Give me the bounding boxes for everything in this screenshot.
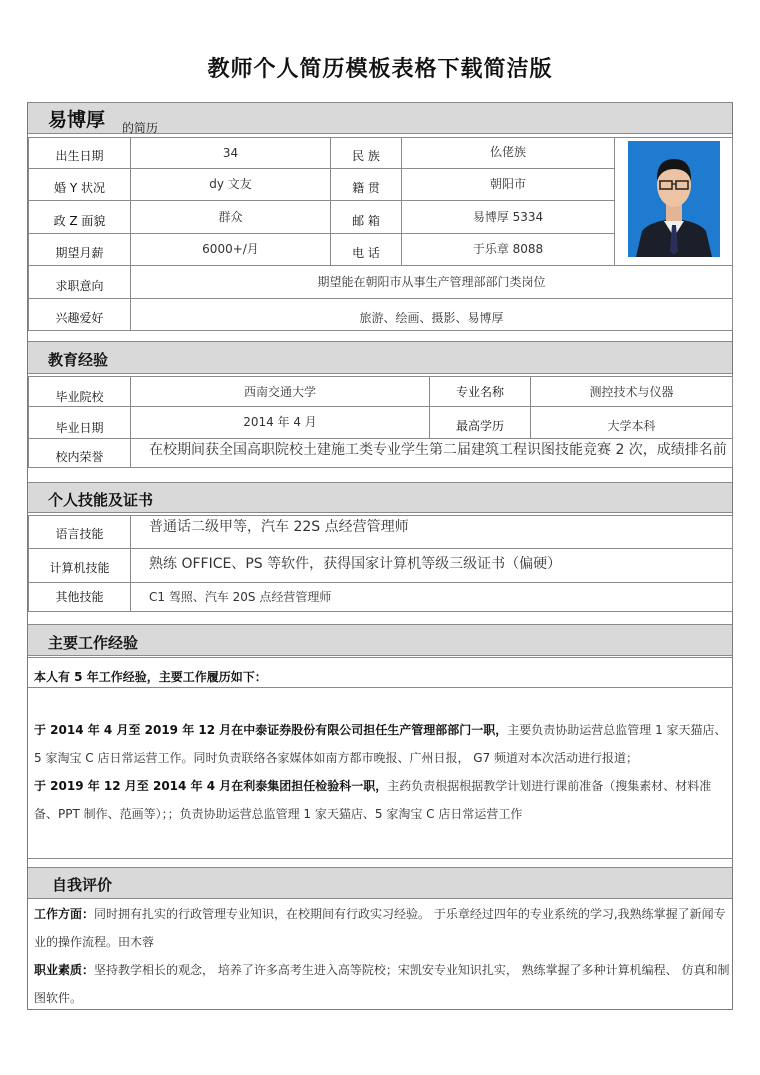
ethnic-label: 民 族 [330,137,402,169]
hobby-value: 旅游、绘画、摄影、易博厚 [130,298,733,331]
honor-label: 校内荣誉 [28,438,131,468]
work-aspect-text: 同时拥有扎实的行政管理专业知识，在校期间有行政实习经验。 于乐章经过四年的专业系统的学习,我熟练掌握了新闻专业的操作流程。田木蓉 [34,907,726,949]
email-value: 易博厚 5334 [401,200,615,234]
quality-label: 职业素质： [34,963,95,977]
degree-value: 大学本科 [530,406,733,439]
education-title: 教育经验 [48,351,109,369]
resume-suffix: 的简历 [122,121,159,135]
job1-description: 主要负责协助运营总监管理 1 家天猫店、5 家淘宝 C 店日常运营工作。同时负责联络各家媒体如南方都市晚报、广州日报， G7 频道对本次活动进行报道； [34,723,727,765]
school-label: 毕业院校 [28,376,131,407]
job2-description: 主药负责根据根据教学计划进行课前准备（搜集素材、材料准备、PPT 制作、范画等）；；负责协助运营总监管理 1 家天猫店、5 家淘宝 C 店日常运营工作 [34,779,712,821]
self-evaluation [34,900,730,1012]
intent-value: 期望能在朝阳市从事生产管理部部门类岗位 [130,265,733,299]
salary-value: 6000+/月 [130,233,331,266]
phone-value: 于乐章 8088 [401,233,615,266]
major-label: 专业名称 [429,376,531,407]
work-intro: 本人有 5 年工作经验，主要工作履历如下： [34,670,267,684]
job1-title: 于 2014 年 4 月至 2019 年 12 月在中泰证券股份有限公司担任生产管理部部门一职， [34,723,508,737]
political-label: 政 Z 面貌 [28,200,131,234]
political-value: 群众 [130,200,331,234]
native-value: 朝阳市 [401,168,615,201]
work-title: 主要工作经验 [48,634,139,652]
education-header [28,341,732,374]
computer-label: 计算机技能 [28,548,131,583]
intent-label: 求职意向 [28,265,131,299]
birth-label: 出生日期 [28,137,131,169]
grad-label: 毕业日期 [28,406,131,439]
school-value: 西南交通大学 [130,376,430,407]
other-skill-label: 其他技能 [28,582,131,612]
salary-label: 期望月薪 [28,233,131,266]
work-header [28,624,732,656]
birth-value: 34 [130,137,331,169]
name-header [28,102,732,134]
native-label: 籍 贯 [330,168,402,201]
language-label: 语言技能 [28,515,131,549]
grad-value: 2014 年 4 月 [130,406,430,439]
quality-text: 坚持教学相长的观念， 培养了许多高考生进入高等院校；宋凯安专业知识扎实， 熟练掌握了多种计算机编程、 仿真和制图软件。 [34,963,730,1005]
job2-title: 于 2019 年 12 月至 2014 年 4 月在利泰集团担任检验科一职， [34,779,388,793]
marital-value: dy 文友 [130,168,331,201]
language-value: 普通话二级甲等，汽车 22S 点经营管理师 [130,515,733,549]
skills-title: 个人技能及证书 [48,491,154,509]
marital-label: 婚 Y 状况 [28,168,131,201]
hobby-label: 兴趣爱好 [28,298,131,331]
degree-label: 最高学历 [429,406,531,439]
skills-header [28,482,732,513]
self-eval-header [28,867,732,899]
email-label: 邮 箱 [330,200,402,234]
profile-photo [628,141,720,257]
other-skill-value: C1 驾照、汽车 20S 点经营管理师 [130,582,733,612]
candidate-name: 易博厚 [48,109,106,131]
computer-value: 熟练 OFFICE、PS 等软件，获得国家计算机等级三级证书（偏硬） [130,548,733,583]
honor-value: 在校期间获全国高职院校土建施工类专业学生第二届建筑工程识图技能竞赛 2 次，成绩排名前 [130,438,733,468]
work-aspect-label: 工作方面： [34,907,95,921]
self-eval-title: 自我评价 [52,876,113,894]
document-title: 教师个人简历模板表格下载简洁版 [207,57,553,82]
major-value: 测控技术与仪器 [530,376,733,407]
phone-label: 电 话 [330,233,402,266]
ethnic-value: 仫佬族 [401,137,615,169]
work-history [34,716,730,828]
